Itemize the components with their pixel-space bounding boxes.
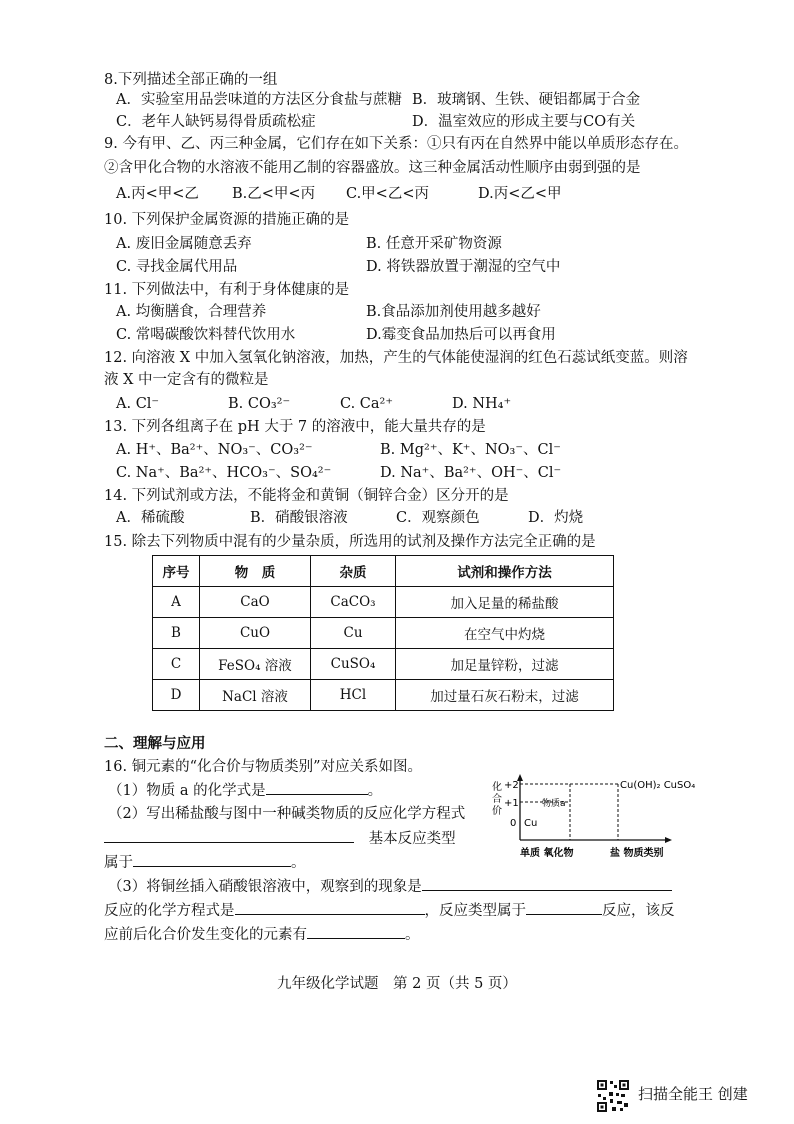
q13-option-c: C. Na⁺、Ba²⁺、HCO₃⁻、SO₄²⁻ [116, 465, 332, 481]
q15-table [152, 555, 614, 711]
y-tick-label: +1 [504, 798, 519, 809]
q11-option-a: A. 均衡膳食，合理营养 [116, 304, 267, 320]
q9-option-b: B.乙<甲<丙 [232, 186, 316, 202]
q8-option-a: A．实验室用品尝味道的方法区分食盐与蔗糖 [116, 92, 402, 108]
q9-stem-line2: ②含甲化合物的水溶液不能用乙制的容器盛放。这三种金属活动性顺序由弱到强的是 [104, 160, 641, 176]
table-cell: 加入足量的稀盐酸 [396, 587, 614, 618]
x-axis-label-right: 盐 物质类别 [610, 848, 664, 859]
table-cell: A [153, 587, 200, 618]
label-substance-a: 物质a [542, 799, 566, 809]
q10-option-b: B. 任意开采矿物资源 [366, 236, 502, 252]
table-header: 试剂和操作方法 [396, 556, 614, 587]
scanner-brand: 扫描全能王 创建 [638, 1085, 748, 1103]
table-cell: D [153, 680, 200, 711]
table-cell: B [153, 618, 200, 649]
y-tick-label: 0 [510, 818, 517, 829]
q13-option-b: B. Mg²⁺、K⁺、NO₃⁻、Cl⁻ [380, 442, 561, 458]
table-row [153, 680, 614, 711]
table-header: 杂质 [311, 556, 396, 587]
q16-part3-b1: 反应的化学方程式是 [104, 903, 235, 919]
answer-blank[interactable] [235, 900, 425, 915]
q12-option-a: A. Cl⁻ [116, 396, 160, 412]
table-header-row [153, 556, 614, 587]
q8-stem: 8.下列描述全部正确的一组 [104, 72, 278, 88]
q16-part1-text: （1）物质 a 的化学式是 [108, 783, 266, 799]
q16-part1-end: 。 [367, 783, 383, 799]
q9-option-a: A.丙<甲<乙 [116, 186, 199, 202]
q9-stem-line1: 9. 今有甲、乙、丙三种金属，它们存在如下关系：①只有丙在自然界中能以单质形态存在。 [104, 136, 688, 152]
q8-option-b: B．玻璃钢、生铁、硬铝都属于合金 [412, 92, 641, 108]
q14-option-d: D．灼烧 [528, 510, 584, 526]
q16-part3-c-end: 。 [405, 927, 420, 943]
q16-part2-tail: 基本反应类型 [368, 831, 456, 847]
answer-blank[interactable] [133, 852, 291, 867]
q16-part2-line3 [104, 852, 306, 873]
table-cell: 加过量石灰石粉末，过滤 [396, 680, 614, 711]
table-cell: Cu [311, 618, 396, 649]
q8-option-d: D．温室效应的形成主要与CO有关 [412, 114, 636, 130]
page-footer: 九年级化学试题 第 2 页（共 5 页） [277, 976, 517, 992]
q16-part1 [108, 780, 382, 801]
table-cell: CuSO₄ [311, 649, 396, 680]
answer-blank[interactable] [526, 900, 602, 915]
q16-part3-b2: ，反应类型属于 [424, 903, 526, 919]
q15-stem: 15. 除去下列物质中混有的少量杂质，所选用的试剂及操作方法完全正确的是 [104, 534, 596, 550]
q16-part2-b: 属于 [104, 855, 133, 871]
table-row [153, 587, 614, 618]
table-row [153, 618, 614, 649]
answer-blank[interactable] [104, 828, 354, 843]
q16-part3-text: （3）将铜丝插入硝酸银溶液中，观察到的现象是 [108, 879, 422, 895]
q14-option-b: B．硝酸银溶液 [250, 510, 348, 526]
q16-part3-b3: 反应，该反 [602, 903, 675, 919]
q16-part3-line2 [104, 900, 675, 921]
table-cell: FeSO₄ 溶液 [200, 649, 311, 680]
q12-option-c: C. Ca²⁺ [340, 396, 394, 412]
q16-part2-b-end: 。 [291, 855, 306, 871]
table-cell: 加足量锌粉，过滤 [396, 649, 614, 680]
q12-stem-line1: 12. 向溶液 X 中加入氢氧化钠溶液，加热，产生的气体能使湿润的红色石蕊试纸变蓝。则溶 [104, 350, 688, 366]
valence-chart [486, 774, 696, 864]
q16-part2-line2 [104, 828, 456, 849]
q10-option-d: D. 将铁器放置于潮湿的空气中 [366, 259, 561, 275]
q9-option-d: D.丙<乙<甲 [478, 186, 562, 202]
q16-part3 [108, 876, 672, 897]
q10-option-c: C. 寻找金属代用品 [116, 259, 238, 275]
table-header: 物 质 [200, 556, 311, 587]
table-cell: 在空气中灼烧 [396, 618, 614, 649]
answer-blank[interactable] [307, 924, 405, 939]
q12-option-b: B. CO₃²⁻ [228, 396, 291, 412]
table-header: 序号 [153, 556, 200, 587]
q13-option-d: D. Na⁺、Ba²⁺、OH⁻、Cl⁻ [380, 465, 562, 481]
q11-option-b: B.食品添加剂使用越多越好 [366, 304, 541, 320]
label-cu-oh2-cuso4: Cu(OH)₂ CuSO₄ [620, 780, 696, 791]
q9-option-c: C.甲<乙<丙 [346, 186, 429, 202]
y-tick-label: +2 [504, 780, 519, 791]
q10-option-a: A. 废旧金属随意丢弃 [116, 236, 252, 252]
q14-option-c: C．观察颜色 [396, 510, 480, 526]
q8-option-c: C．老年人缺钙易得骨质疏松症 [116, 114, 316, 130]
q13-stem: 13. 下列各组离子在 pH 大于 7 的溶液中，能大量共存的是 [104, 419, 486, 435]
table-cell: HCl [311, 680, 396, 711]
q14-option-a: A．稀硫酸 [116, 510, 185, 526]
table-cell: C [153, 649, 200, 680]
q10-stem: 10. 下列保护金属资源的措施正确的是 [104, 212, 350, 228]
x-axis-arrow [665, 837, 672, 843]
q13-option-a: A. H⁺、Ba²⁺、NO₃⁻、CO₃²⁻ [116, 442, 313, 458]
table-cell: CuO [200, 618, 311, 649]
q11-stem: 11. 下列做法中，有利于身体健康的是 [104, 282, 350, 298]
table-cell: CaCO₃ [311, 587, 396, 618]
section-title: 二、理解与应用 [104, 735, 206, 752]
q12-option-d: D. NH₄⁺ [452, 396, 512, 412]
label-cu: Cu [524, 818, 538, 829]
table-row [153, 649, 614, 680]
answer-blank[interactable] [266, 780, 368, 795]
q11-option-d: D.霉变食品加热后可以再食用 [366, 327, 556, 343]
q16-part2: （2）写出稀盐酸与图中一种碱类物质的反应化学方程式 [108, 806, 466, 822]
q12-stem-line2: 液 X 中一定含有的微粒是 [104, 372, 269, 388]
x-axis-label-left: 单质 氧化物 [520, 848, 574, 859]
q16-part3-c1: 应前后化合价发生变化的元素有 [104, 927, 307, 943]
answer-blank[interactable] [422, 876, 672, 891]
q14-stem: 14. 下列试剂或方法，不能将金和黄铜（铜锌合金）区分开的是 [104, 488, 509, 504]
qr-code-icon [596, 1079, 630, 1113]
q11-option-c: C. 常喝碳酸饮料替代饮用水 [116, 327, 296, 343]
table-cell: NaCl 溶液 [200, 680, 311, 711]
y-axis-label: 化 合 价 [492, 782, 502, 817]
q16-part3-line3 [104, 924, 420, 945]
q16-stem: 16. 铜元素的“化合价与物质类别”对应关系如图。 [104, 759, 422, 775]
table-cell: CaO [200, 587, 311, 618]
